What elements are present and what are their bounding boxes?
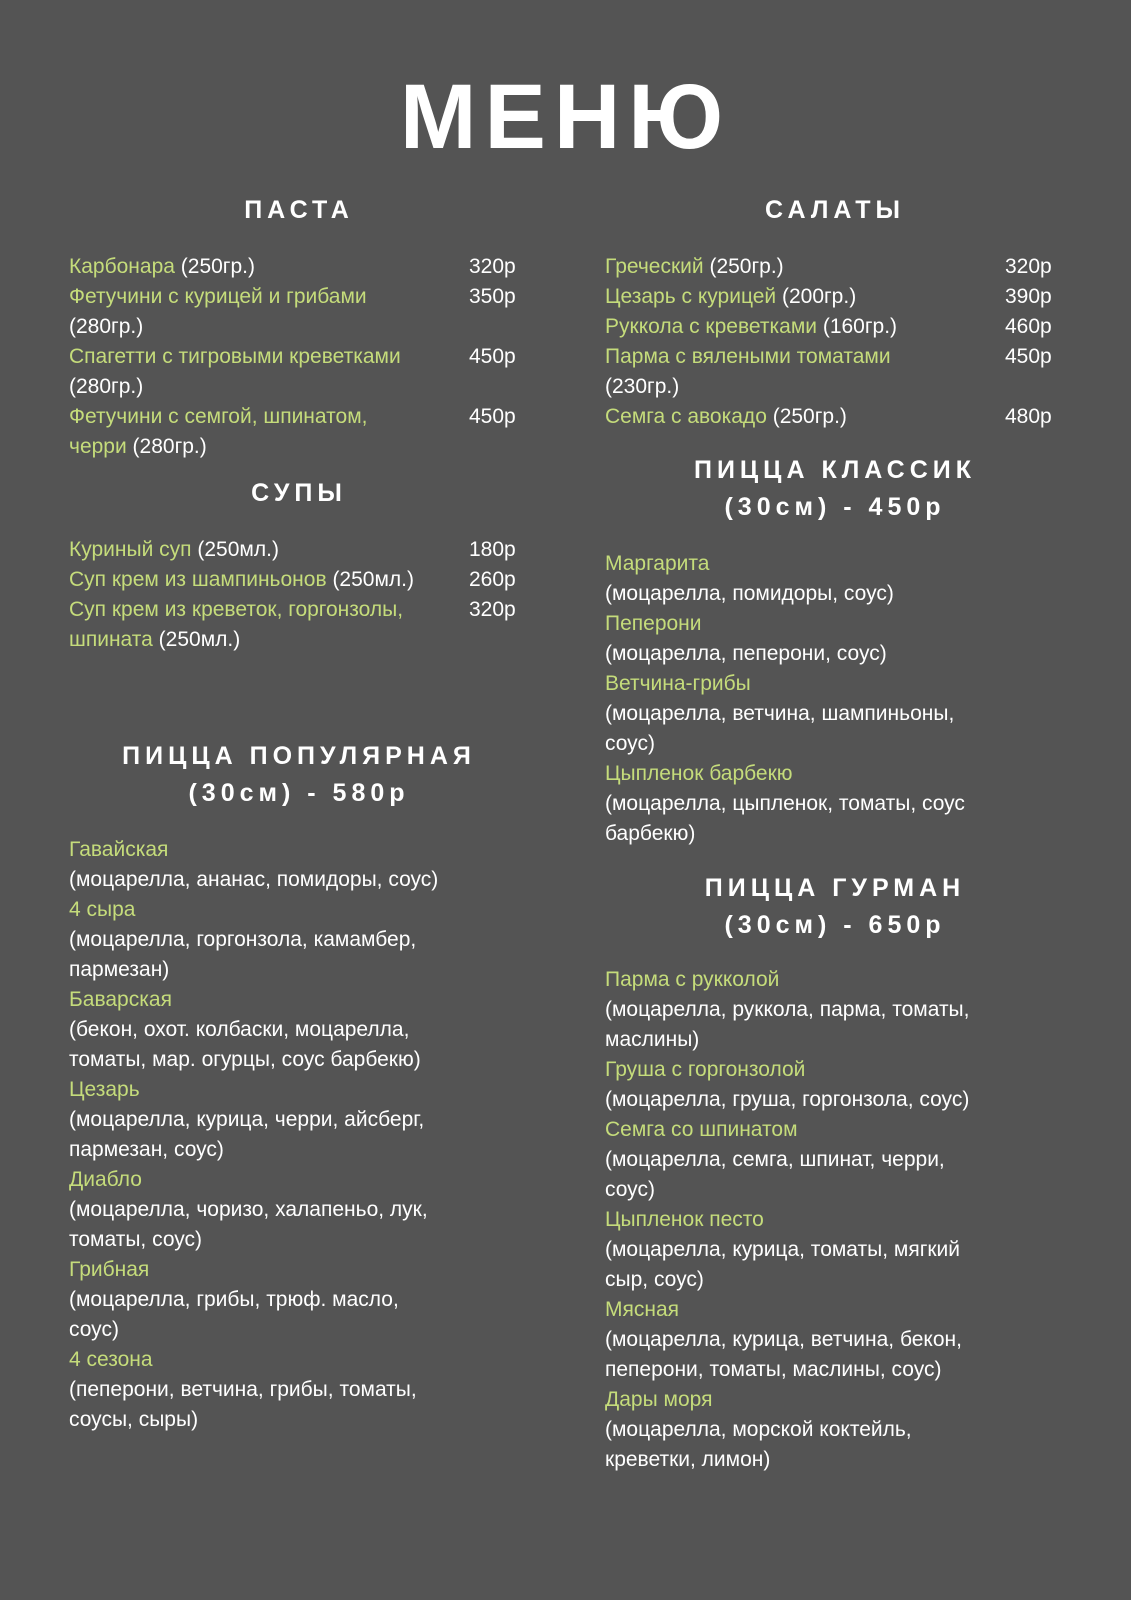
pizza-classic-list	[605, 549, 1065, 849]
item-weight: (280гр.)	[69, 375, 144, 398]
menu-item	[69, 252, 529, 282]
menu-item	[605, 342, 1065, 402]
pizza-name: Цыпленок песто	[605, 1208, 764, 1231]
pizza-name: Цыпленок барбекю	[605, 762, 793, 785]
pizza-name: Дары моря	[605, 1388, 713, 1411]
item-name: Суп крем из шампиньонов	[69, 568, 327, 591]
menu-item	[69, 595, 529, 655]
pizza-name: Ветчина-грибы	[605, 672, 751, 695]
item-name: Спагетти с тигровыми креветками	[69, 345, 401, 368]
item-weight: (200гр.)	[776, 285, 857, 308]
salads-list	[605, 252, 1065, 432]
pizza-name: 4 сыра	[69, 898, 136, 921]
soups-heading: СУПЫ	[251, 479, 347, 507]
item-price: 450р	[469, 405, 516, 428]
menu-item	[605, 312, 1065, 342]
pizza-item	[605, 1295, 1065, 1385]
item-name: Парма с вялеными томатами	[605, 345, 891, 368]
pizza-item	[69, 1075, 529, 1165]
pasta-heading: ПАСТА	[244, 196, 354, 224]
item-weight: (250гр.)	[703, 255, 784, 278]
pizza-desc: (моцарелла, морской коктейль, креветки, лимон)	[605, 1418, 912, 1471]
pizza-desc: (моцарелла, горгонзола, камамбер, пармезан)	[69, 928, 417, 981]
item-name: Руккола с креветками	[605, 315, 817, 338]
pizza-gourmet-heading	[605, 870, 1065, 944]
pizza-item	[605, 549, 1065, 609]
item-weight: (250мл.)	[191, 538, 279, 561]
pizza-name: Гавайская	[69, 838, 169, 861]
pizza-item	[605, 965, 1065, 1055]
menu-item	[69, 402, 529, 462]
item-weight: (280гр.)	[126, 435, 207, 458]
item-price: 320р	[469, 255, 516, 278]
pizza-item	[69, 835, 529, 895]
pizza-item	[69, 1345, 529, 1435]
pizza-popular-list	[69, 835, 529, 1435]
pizza-desc: (моцарелла, ананас, помидоры, соус)	[69, 868, 439, 891]
pizza-item	[605, 609, 1065, 669]
pizza-name: Цезарь	[69, 1078, 140, 1101]
item-price: 460р	[1005, 315, 1052, 338]
item-price: 480р	[1005, 405, 1052, 428]
item-price: 450р	[1005, 345, 1052, 368]
item-name: Карбонара	[69, 255, 175, 278]
pizza-name: Баварская	[69, 988, 172, 1011]
pizza-desc: (моцарелла, цыпленок, томаты, соус барбекю)	[605, 792, 965, 845]
item-price: 350р	[469, 285, 516, 308]
item-price: 180р	[469, 538, 516, 561]
pizza-desc: (моцарелла, пеперони, соус)	[605, 642, 887, 665]
menu-item	[69, 565, 529, 595]
pizza-gourmet-price: (30см) - 650р	[724, 911, 946, 939]
pizza-classic-title: ПИЦЦА КЛАССИК	[693, 456, 977, 484]
item-name: Куриный суп	[69, 538, 192, 561]
pizza-item	[69, 1255, 529, 1345]
pizza-desc: (моцарелла, помидоры, соус)	[605, 582, 894, 605]
pizza-desc: (моцарелла, чоризо, халапеньо, лук, томаты, соус)	[69, 1198, 428, 1251]
pizza-gourmet-title: ПИЦЦА ГУРМАН	[704, 874, 966, 902]
pizza-item	[605, 1055, 1065, 1115]
pizza-item	[605, 1385, 1065, 1475]
item-name: Семга с авокадо	[605, 405, 767, 428]
menu-item	[69, 282, 529, 342]
pizza-classic-heading	[605, 452, 1065, 526]
pizza-item	[605, 1205, 1065, 1295]
item-name: Цезарь с курицей	[605, 285, 777, 308]
item-weight: (160гр.)	[817, 315, 898, 338]
menu-item	[605, 252, 1065, 282]
pizza-item	[605, 669, 1065, 759]
pizza-desc: (моцарелла, грибы, трюф. масло, соус)	[69, 1288, 399, 1341]
pizza-name: 4 сезона	[69, 1348, 153, 1371]
pizza-classic-price: (30см) - 450р	[724, 493, 946, 521]
pizza-desc: (бекон, охот. колбаски, моцарелла, томаты, мар. огурцы, соус барбекю)	[69, 1018, 421, 1071]
menu-item	[605, 282, 1065, 312]
item-weight: (250гр.)	[766, 405, 847, 428]
pizza-popular-price: (30см) - 580р	[188, 779, 410, 807]
menu-item	[69, 342, 529, 402]
item-name: Греческий	[605, 255, 704, 278]
salads-heading: САЛАТЫ	[765, 196, 905, 224]
pizza-desc: (моцарелла, курица, черри, айсберг, пармезан, соус)	[69, 1108, 425, 1161]
pizza-desc: (моцарелла, груша, горгонзола, соус)	[605, 1088, 970, 1111]
pizza-name: Парма с рукколой	[605, 968, 780, 991]
right-column	[605, 0, 1065, 1600]
pizza-name: Мясная	[605, 1298, 680, 1321]
pizza-name: Маргарита	[605, 552, 710, 575]
menu-item	[69, 535, 529, 565]
soups-list	[69, 535, 529, 655]
item-name: Фетучини с курицей и грибами	[69, 285, 367, 308]
pizza-desc: (моцарелла, курица, томаты, мягкий сыр, соус)	[605, 1238, 961, 1291]
page-title: МЕНЮ	[399, 66, 732, 168]
pizza-name: Семга со шпинатом	[605, 1118, 798, 1141]
item-name: Суп крем из креветок, горгонзолы, шпината	[69, 598, 404, 651]
item-weight: (250гр.)	[174, 255, 255, 278]
pizza-name: Груша с горгонзолой	[605, 1058, 806, 1081]
pizza-desc: (пеперони, ветчина, грибы, томаты, соусы, сыры)	[69, 1378, 417, 1431]
pizza-item	[605, 1115, 1065, 1205]
item-price: 320р	[469, 598, 516, 621]
pasta-list	[69, 252, 529, 462]
pizza-name: Грибная	[69, 1258, 150, 1281]
pizza-desc: (моцарелла, семга, шпинат, черри, соус)	[605, 1148, 945, 1201]
pizza-desc: (моцарелла, руккола, парма, томаты, маслины)	[605, 998, 970, 1051]
pizza-name: Диабло	[69, 1168, 142, 1191]
pizza-item	[69, 1165, 529, 1255]
pizza-item	[605, 759, 1065, 849]
item-name: Фетучини с семгой, шпинатом, черри	[69, 405, 368, 458]
pizza-desc: (моцарелла, курица, ветчина, бекон, пеперони, томаты, маслины, соус)	[605, 1328, 962, 1381]
pizza-gourmet-list	[605, 965, 1065, 1475]
menu-item	[605, 402, 1065, 432]
pizza-name: Пеперони	[605, 612, 702, 635]
item-weight: (250мл.)	[326, 568, 414, 591]
item-price: 450р	[469, 345, 516, 368]
pizza-popular-heading	[69, 738, 529, 812]
item-price: 390р	[1005, 285, 1052, 308]
item-weight: (250мл.)	[152, 628, 241, 651]
pizza-desc: (моцарелла, ветчина, шампиньоны, соус)	[605, 702, 955, 755]
pizza-item	[69, 985, 529, 1075]
item-price: 320р	[1005, 255, 1052, 278]
left-column	[69, 0, 529, 1600]
pizza-item	[69, 895, 529, 985]
pizza-popular-title: ПИЦЦА ПОПУЛЯРНАЯ	[122, 742, 476, 770]
item-weight: (280гр.)	[69, 315, 144, 338]
item-weight: (230гр.)	[605, 375, 680, 398]
item-price: 260р	[469, 568, 516, 591]
